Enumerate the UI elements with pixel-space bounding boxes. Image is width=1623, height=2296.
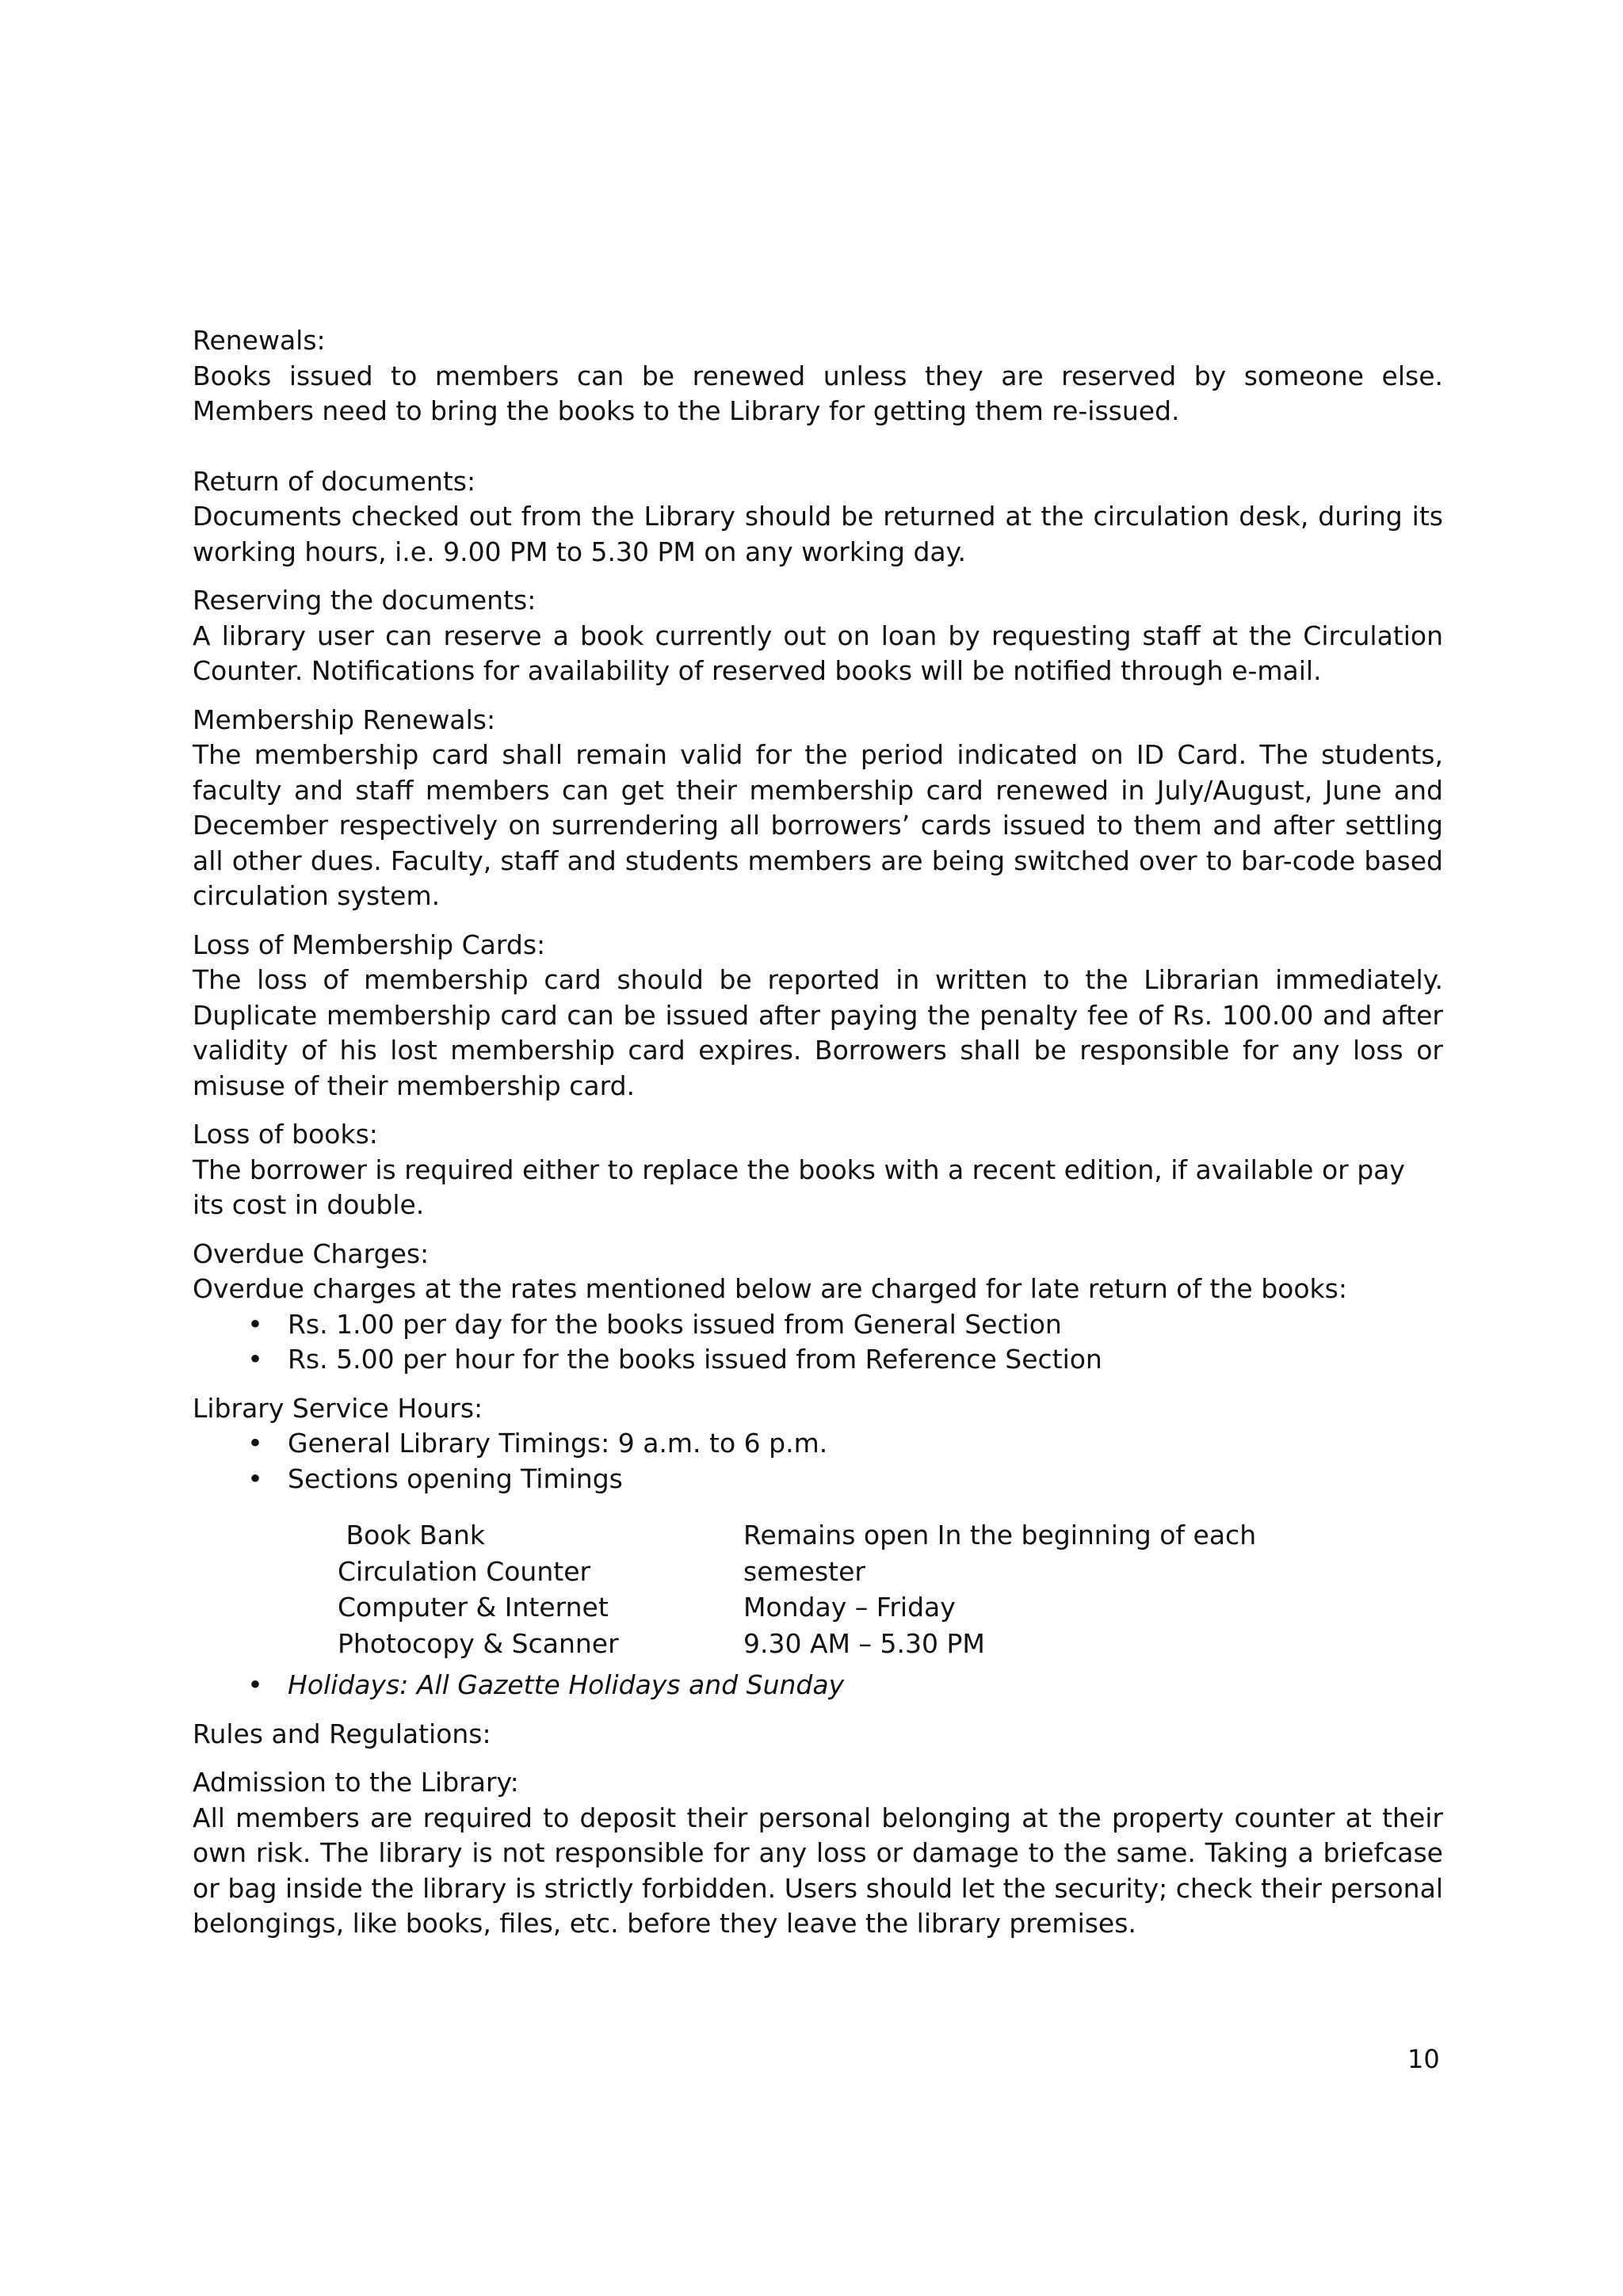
section-hours xyxy=(193,1391,1443,1703)
bullet-icon: • xyxy=(247,1428,263,1459)
section-overdue xyxy=(193,1237,1443,1378)
bullet-icon: • xyxy=(247,1344,263,1375)
holidays-bullet-list xyxy=(193,1668,1443,1703)
page-number: 10 xyxy=(1407,2044,1440,2074)
list-item-text: Rs. 1.00 per day for the books issued from General Section xyxy=(288,1308,1062,1340)
heading-loss-books: Loss of books: xyxy=(193,1119,378,1150)
paragraph-loss-books: The borrower is required either to replace the books with a recent edition, if available or pay its cost in double. xyxy=(193,1154,1405,1220)
bullet-icon: • xyxy=(247,1669,263,1700)
document-page xyxy=(193,323,1443,1955)
list-item xyxy=(243,1426,1443,1462)
list-item xyxy=(243,1668,1443,1703)
list-item xyxy=(243,1342,1443,1378)
timings-sections-column xyxy=(338,1517,743,1661)
list-item-text: Rs. 5.00 per hour for the books issued from Reference Section xyxy=(288,1344,1102,1375)
section-loss-books xyxy=(193,1117,1443,1223)
heading-rules: Rules and Regulations: xyxy=(193,1718,491,1749)
timing-value: Monday – Friday xyxy=(743,1592,956,1623)
heading-reserving: Reserving the documents: xyxy=(193,585,537,616)
overdue-bullet-list xyxy=(193,1307,1443,1378)
heading-admission: Admission to the Library: xyxy=(193,1767,519,1798)
paragraph-membership-renewals: The membership card shall remain valid for the period indicated on ID Card. The students, faculty and staff members can get their membership card renewed in July/August, June and December respectively on surrendering all borrowers’ cards issued to them and after settling all other dues. Faculty, staff and students members are being switched over to bar-code based circulation system. xyxy=(193,739,1443,911)
timing-section-name: Book Bank xyxy=(338,1520,485,1550)
paragraph-admission: All members are required to deposit their personal belonging at the property counter at their own risk. The library is not responsible for any loss or damage to the same. Taking a briefcase or bag inside the library is strictly forbidden. Users should let the security; check their personal belongings, like books, files, etc. before they leave the library premises. xyxy=(193,1802,1443,1939)
holidays-text: Holidays: All Gazette Holidays and Sunday xyxy=(288,1669,845,1700)
paragraph-loss-cards: The loss of membership card should be reported in written to the Librarian immediately. Duplicate membership card can be issued after paying the penalty fee of Rs. 100.00 and after validity of his lost membership card expires. Borrowers shall be responsible for any loss or misuse of their membership card. xyxy=(193,964,1443,1101)
hours-bullet-list xyxy=(193,1426,1443,1497)
paragraph-reserving: A library user can reserve a book currently out on loan by requesting staff at the Circulation Counter. Notifications for availability of reserved books will be notified through e-mail. xyxy=(193,620,1443,686)
list-item xyxy=(243,1462,1443,1497)
paragraph-renewals: Books issued to members can be renewed unless they are reserved by someone else. Members need to bring the books to the Library for getting them re-issued. xyxy=(193,360,1443,426)
timing-value: 9.30 AM – 5.30 PM xyxy=(743,1627,985,1659)
timing-section-name: Circulation Counter xyxy=(338,1555,591,1587)
heading-return: Return of documents: xyxy=(193,465,476,497)
bullet-icon: • xyxy=(247,1463,263,1494)
section-rules xyxy=(193,1717,1443,1753)
heading-hours: Library Service Hours: xyxy=(193,1392,483,1424)
section-timings-table xyxy=(338,1517,1443,1661)
timing-section-name: Photocopy & Scanner xyxy=(338,1627,619,1659)
bullet-icon: • xyxy=(247,1308,263,1340)
section-renewals xyxy=(193,323,1443,429)
timing-section-name: Computer & Internet xyxy=(338,1592,609,1623)
paragraph-return: Documents checked out from the Library should be returned at the circulation desk, during its working hours, i.e. 9.00 PM to 5.30 PM on any working day. xyxy=(193,501,1443,567)
section-admission xyxy=(193,1765,1443,1942)
list-item xyxy=(243,1307,1443,1343)
heading-overdue: Overdue Charges: xyxy=(193,1238,430,1269)
section-loss-cards xyxy=(193,928,1443,1104)
list-item-text: General Library Timings: 9 a.m. to 6 p.m. xyxy=(288,1428,828,1459)
timing-value: Remains open In the beginning of each semester xyxy=(743,1520,1257,1587)
section-reserving xyxy=(193,583,1443,689)
section-membership-renewals xyxy=(193,703,1443,914)
list-item-text: Sections opening Timings xyxy=(288,1463,623,1494)
heading-loss-cards: Loss of Membership Cards: xyxy=(193,929,546,960)
heading-membership-renewals: Membership Renewals: xyxy=(193,704,496,735)
paragraph-overdue-intro: Overdue charges at the rates mentioned below are charged for late return of the books: xyxy=(193,1273,1347,1304)
timings-values-column xyxy=(743,1517,1298,1661)
section-return xyxy=(193,464,1443,570)
heading-renewals: Renewals: xyxy=(193,325,326,356)
